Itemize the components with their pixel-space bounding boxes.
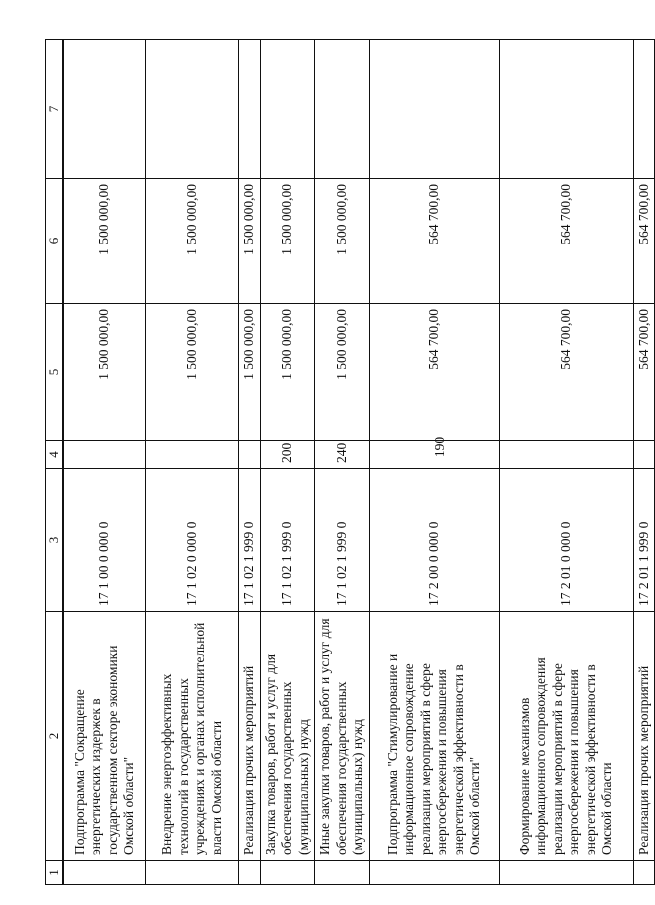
item-name-cell: Внедрение энергоэффективных технологий в государственных учреждениях и органах исполнительной власти Омской области	[146, 612, 239, 861]
row-number-cell	[315, 861, 369, 885]
table-row	[633, 40, 654, 885]
amount-cell-6: 564 700,00	[499, 179, 633, 304]
table-row	[315, 40, 369, 885]
row-number-cell	[499, 861, 633, 885]
table-row	[369, 40, 499, 885]
table-row	[499, 40, 633, 885]
extra-cell-7	[146, 40, 239, 179]
header-cell-4: 4	[46, 441, 63, 469]
amount-cell-5: 564 700,00	[369, 304, 499, 441]
target-code-cell: 17 2 01 0 000 0	[499, 469, 633, 612]
table-row	[146, 40, 239, 885]
header-cell-6: 6	[46, 179, 63, 304]
amount-cell-5: 1 500 000,00	[146, 304, 239, 441]
amount-cell-6: 564 700,00	[633, 179, 654, 304]
amount-cell-5: 564 700,00	[499, 304, 633, 441]
expense-kind-cell	[239, 441, 260, 469]
row-number-cell	[239, 861, 260, 885]
extra-cell-7	[260, 40, 314, 179]
budget-table	[45, 39, 655, 885]
row-number-cell	[63, 861, 146, 885]
expense-kind-cell	[499, 441, 633, 469]
header-cell-2: 2	[46, 612, 63, 861]
amount-cell-6: 1 500 000,00	[260, 179, 314, 304]
item-name-cell: Реализация прочих мероприятий	[633, 612, 654, 861]
extra-cell-7	[239, 40, 260, 179]
item-name-cell: Подпрограмма "Сокращение энергетических издержек в государственном секторе экономики Омской области"	[63, 612, 146, 861]
amount-cell-5: 1 500 000,00	[63, 304, 146, 441]
target-code-cell: 17 2 00 0 000 0	[369, 469, 499, 612]
header-cell-5: 5	[46, 304, 63, 441]
target-code-cell: 17 2 01 1 999 0	[633, 469, 654, 612]
row-number-cell	[260, 861, 314, 885]
header-cell-3: 3	[46, 469, 63, 612]
table-header-row	[46, 40, 63, 885]
header-cell-1: 1	[46, 861, 63, 885]
item-name-cell: Закупка товаров, работ и услуг для обеспечения государственных (муниципальных) нужд	[260, 612, 314, 861]
item-name-cell: Реализация прочих мероприятий	[239, 612, 260, 861]
table-row	[260, 40, 314, 885]
amount-cell-6: 564 700,00	[369, 179, 499, 304]
extra-cell-7	[315, 40, 369, 179]
target-code-cell: 17 1 00 0 000 0	[63, 469, 146, 612]
row-number-cell	[146, 861, 239, 885]
item-name-cell: Подпрограмма "Стимулирование и информационное сопровождение реализации мероприятий в сфере энергосбережения и повышения энергетической эффективности в Омской области"	[369, 612, 499, 861]
header-cell-7: 7	[46, 40, 63, 179]
row-number-cell	[369, 861, 499, 885]
expense-kind-cell	[146, 441, 239, 469]
expense-kind-cell	[63, 441, 146, 469]
table-row	[239, 40, 260, 885]
page-number: 190	[432, 436, 447, 458]
target-code-cell: 17 1 02 1 999 0	[315, 469, 369, 612]
extra-cell-7	[633, 40, 654, 179]
rotated-page	[45, 40, 651, 885]
target-code-cell: 17 1 02 0 000 0	[146, 469, 239, 612]
amount-cell-6: 1 500 000,00	[63, 179, 146, 304]
expense-kind-cell: 240	[315, 441, 369, 469]
item-name-cell: Формирование механизмов информационного сопровождения реализации мероприятий в сфере энергосбережения и повышения энергетической эффективности в Омской области	[499, 612, 633, 861]
extra-cell-7	[499, 40, 633, 179]
item-name-cell: Иные закупки товаров, работ и услуг для обеспечения государственных (муниципальных) нужд	[315, 612, 369, 861]
amount-cell-5: 564 700,00	[633, 304, 654, 441]
expense-kind-cell	[633, 441, 654, 469]
amount-cell-6: 1 500 000,00	[315, 179, 369, 304]
amount-cell-5: 1 500 000,00	[239, 304, 260, 441]
expense-kind-cell: 200	[260, 441, 314, 469]
amount-cell-5: 1 500 000,00	[260, 304, 314, 441]
target-code-cell: 17 1 02 1 999 0	[239, 469, 260, 612]
amount-cell-6: 1 500 000,00	[239, 179, 260, 304]
extra-cell-7	[63, 40, 146, 179]
target-code-cell: 17 1 02 1 999 0	[260, 469, 314, 612]
extra-cell-7	[369, 40, 499, 179]
table-row	[63, 40, 146, 885]
row-number-cell	[633, 861, 654, 885]
expense-kind-cell	[369, 441, 499, 469]
amount-cell-6: 1 500 000,00	[146, 179, 239, 304]
amount-cell-5: 1 500 000,00	[315, 304, 369, 441]
